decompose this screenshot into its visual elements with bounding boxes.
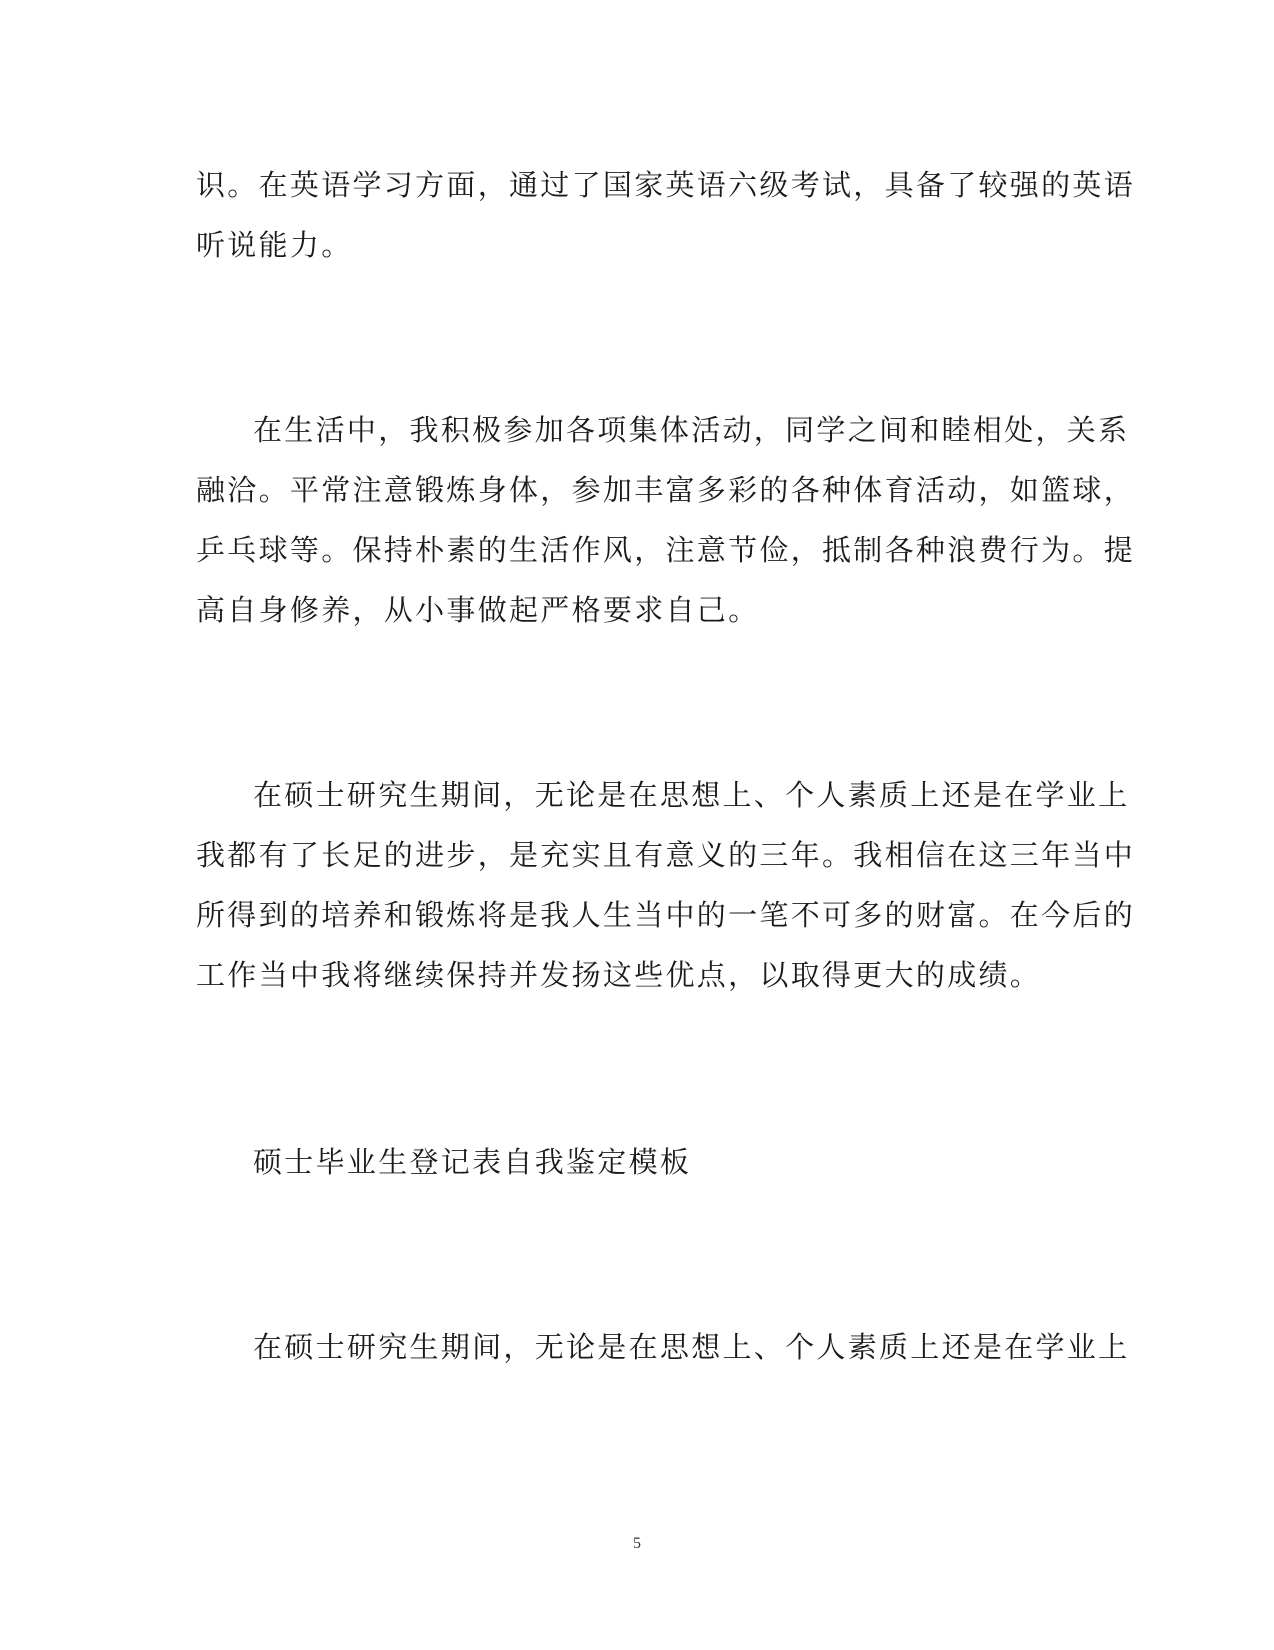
paragraph-2-line-1: 在生活中，我积极参加各项集体活动，同学之间和睦相处，关系 [253, 413, 1130, 447]
paragraph-1-line-2: 听说能力。 [196, 228, 353, 262]
paragraph-5-line-1: 在硕士研究生期间，无论是在思想上、个人素质上还是在学业上 [253, 1330, 1130, 1364]
paragraph-2-line-2: 融洽。平常注意锻炼身体，参加丰富多彩的各种体育活动，如篮球， [196, 473, 1136, 507]
paragraph-1-line-1: 识。在英语学习方面，通过了国家英语六级考试，具备了较强的英语 [196, 168, 1136, 202]
paragraph-2-line-3: 乒乓球等。保持朴素的生活作风，注意节俭，抵制各种浪费行为。提 [196, 533, 1136, 567]
paragraph-2-line-4: 高自身修养，从小事做起严格要求自己。 [196, 593, 760, 627]
paragraph-3-line-2: 我都有了长足的进步，是充实且有意义的三年。我相信在这三年当中 [196, 838, 1136, 872]
paragraph-3-line-1: 在硕士研究生期间，无论是在思想上、个人素质上还是在学业上 [253, 778, 1130, 812]
page-number: 5 [633, 1535, 641, 1552]
paragraph-3-line-4: 工作当中我将继续保持并发扬这些优点，以取得更大的成绩。 [196, 958, 1042, 992]
paragraph-3-line-3: 所得到的培养和锻炼将是我人生当中的一笔不可多的财富。在今后的 [196, 898, 1136, 932]
section-heading: 硕士毕业生登记表自我鉴定模板 [253, 1145, 692, 1179]
